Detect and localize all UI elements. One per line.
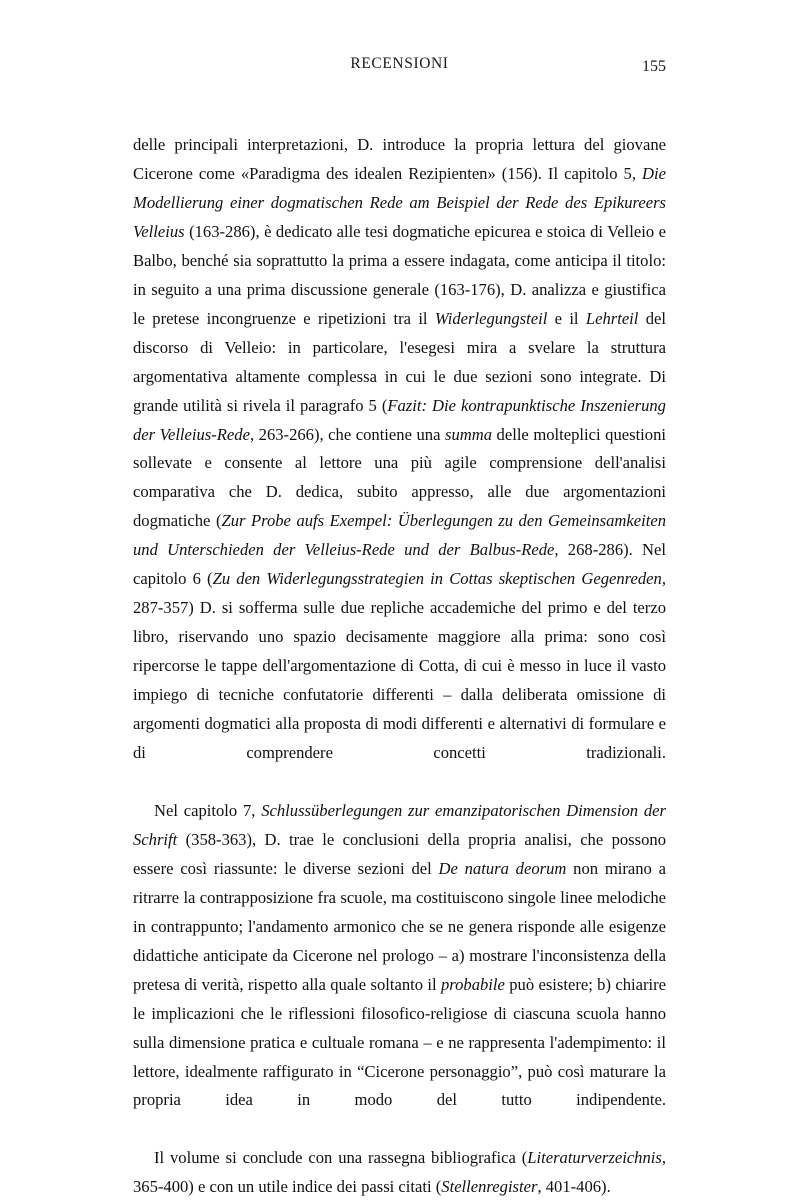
- italic-title: Schlussüberlegungen zur emanzipatorischen Dimension der Schrift: [133, 800, 666, 849]
- italic-title: Fazit: Die kontrapunktische Inszenierung der Velleius-Rede: [133, 395, 666, 444]
- italic-title: Zur Probe aufs Exempel: Überlegungen zu den Gemeinsamkeiten und Unterschieden der Velleius-Rede und der Balbus-Rede: [133, 511, 666, 560]
- running-head: [133, 55, 666, 79]
- italic-title: summa: [444, 424, 493, 444]
- italic-title: Widerlegungsteil: [434, 308, 548, 328]
- italic-title: Die Modellierung einer dogmatischen Rede am Beispiel der Rede des Epikureers Velleius: [133, 163, 666, 241]
- italic-title: Lehrteil: [585, 308, 639, 328]
- italic-title: probabile: [440, 974, 505, 994]
- italic-title: Literaturverzeichnis: [527, 1148, 662, 1168]
- italic-title: Stellenregister: [441, 1177, 538, 1197]
- paragraph: Nel capitolo 7, Schlussüberlegungen zur emanzipatorischen Dimension der Schrift (358-363), D. trae le conclusioni della propria analisi, che possono essere così riassunte: le diverse sezioni del De natura deorum non mirano a ritrarre la contrapposizione fra scuole, ma costituiscono singole linee melodiche in contrappunto; l'andamento armonico che se ne genera risponde alle esigenze didattiche anticipate da Cicerone nel prologo – a) mostrare l'inconsistenza della pretesa di verità, rispetto alla quale soltanto il probabile può esistere; b) chiarire le implicazioni che le riflessioni filosofico-religiose di ciascuna scuola hanno sulla dimensione pratica e cultuale romana – e ne rappresenta l'adempimento: il lettore, idealmente raffigurato in “Cicerone personaggio”, può così maturare la propria idea in modo del tutto indipendente.: [133, 800, 666, 1110]
- paragraph: Il volume si conclude con una rassegna bibliografica (Literaturverzeichnis, 365-400) e con un utile indice dei passi citati (Stellenregister, 401-406).: [133, 1148, 666, 1197]
- body-text-block: [133, 131, 666, 1202]
- page-number: 155: [642, 58, 666, 75]
- italic-title: Zu den Widerlegungsstrategien in Cottas skeptischen Gegenreden: [212, 569, 662, 589]
- running-head-title: RECENSIONI: [350, 55, 449, 72]
- italic-title: De natura deorum: [438, 858, 567, 878]
- paragraph: delle principali interpretazioni, D. introduce la propria lettura del giovane Cicerone come «Paradigma des idealen Rezipienten» (156). Il capitolo 5, Die Modellierung einer dogmatischen Rede am Beispiel der Rede des Epikureers Velleius (163-286), è dedicato alle tesi dogmatiche epicurea e stoica di Velleio e Balbo, benché sia soprattutto la prima a essere indagata, come anticipa il titolo: in seguito a una prima discussione generale (163-176), D. analizza e giustifica le pretese incongruenze e ripetizioni tra il Widerlegungsteil e il Lehrteil del discorso di Velleio: in particolare, l'esegesi mira a svelare la struttura argomentativa altamente complessa in cui le due sezioni sono integrate. Di grande utilità si rivela il paragrafo 5 (Fazit: Die kontrapunktische Inszenierung der Velleius-Rede, 263-266), che contiene una summa delle molteplici questioni sollevate e consente al lettore una più agile comprensione dell'analisi comparativa che D. dedica, subito appresso, alle due argomentazioni dogmatiche (Zur Probe aufs Exempel: Überlegungen zu den Gemeinsamkeiten und Unterschieden der Velleius-Rede und der Balbus-Rede, 268-286). Nel capitolo 6 (Zu den Widerlegungsstrategien in Cottas skeptischen Gegenreden, 287-357) D. si sofferma sulle due repliche accademiche del primo e del terzo libro, riservando uno spazio decisamente maggiore alla prima: sono così ripercorse le tappe dell'argomentazione di Cotta, di cui è messo in luce il vasto impiego di tecniche confutatorie differenti – dalla deliberata omissione di argomenti dogmatici alla proposta di modi differenti e alternativi di formulare e di comprendere concetti tradizionali.: [133, 135, 667, 763]
